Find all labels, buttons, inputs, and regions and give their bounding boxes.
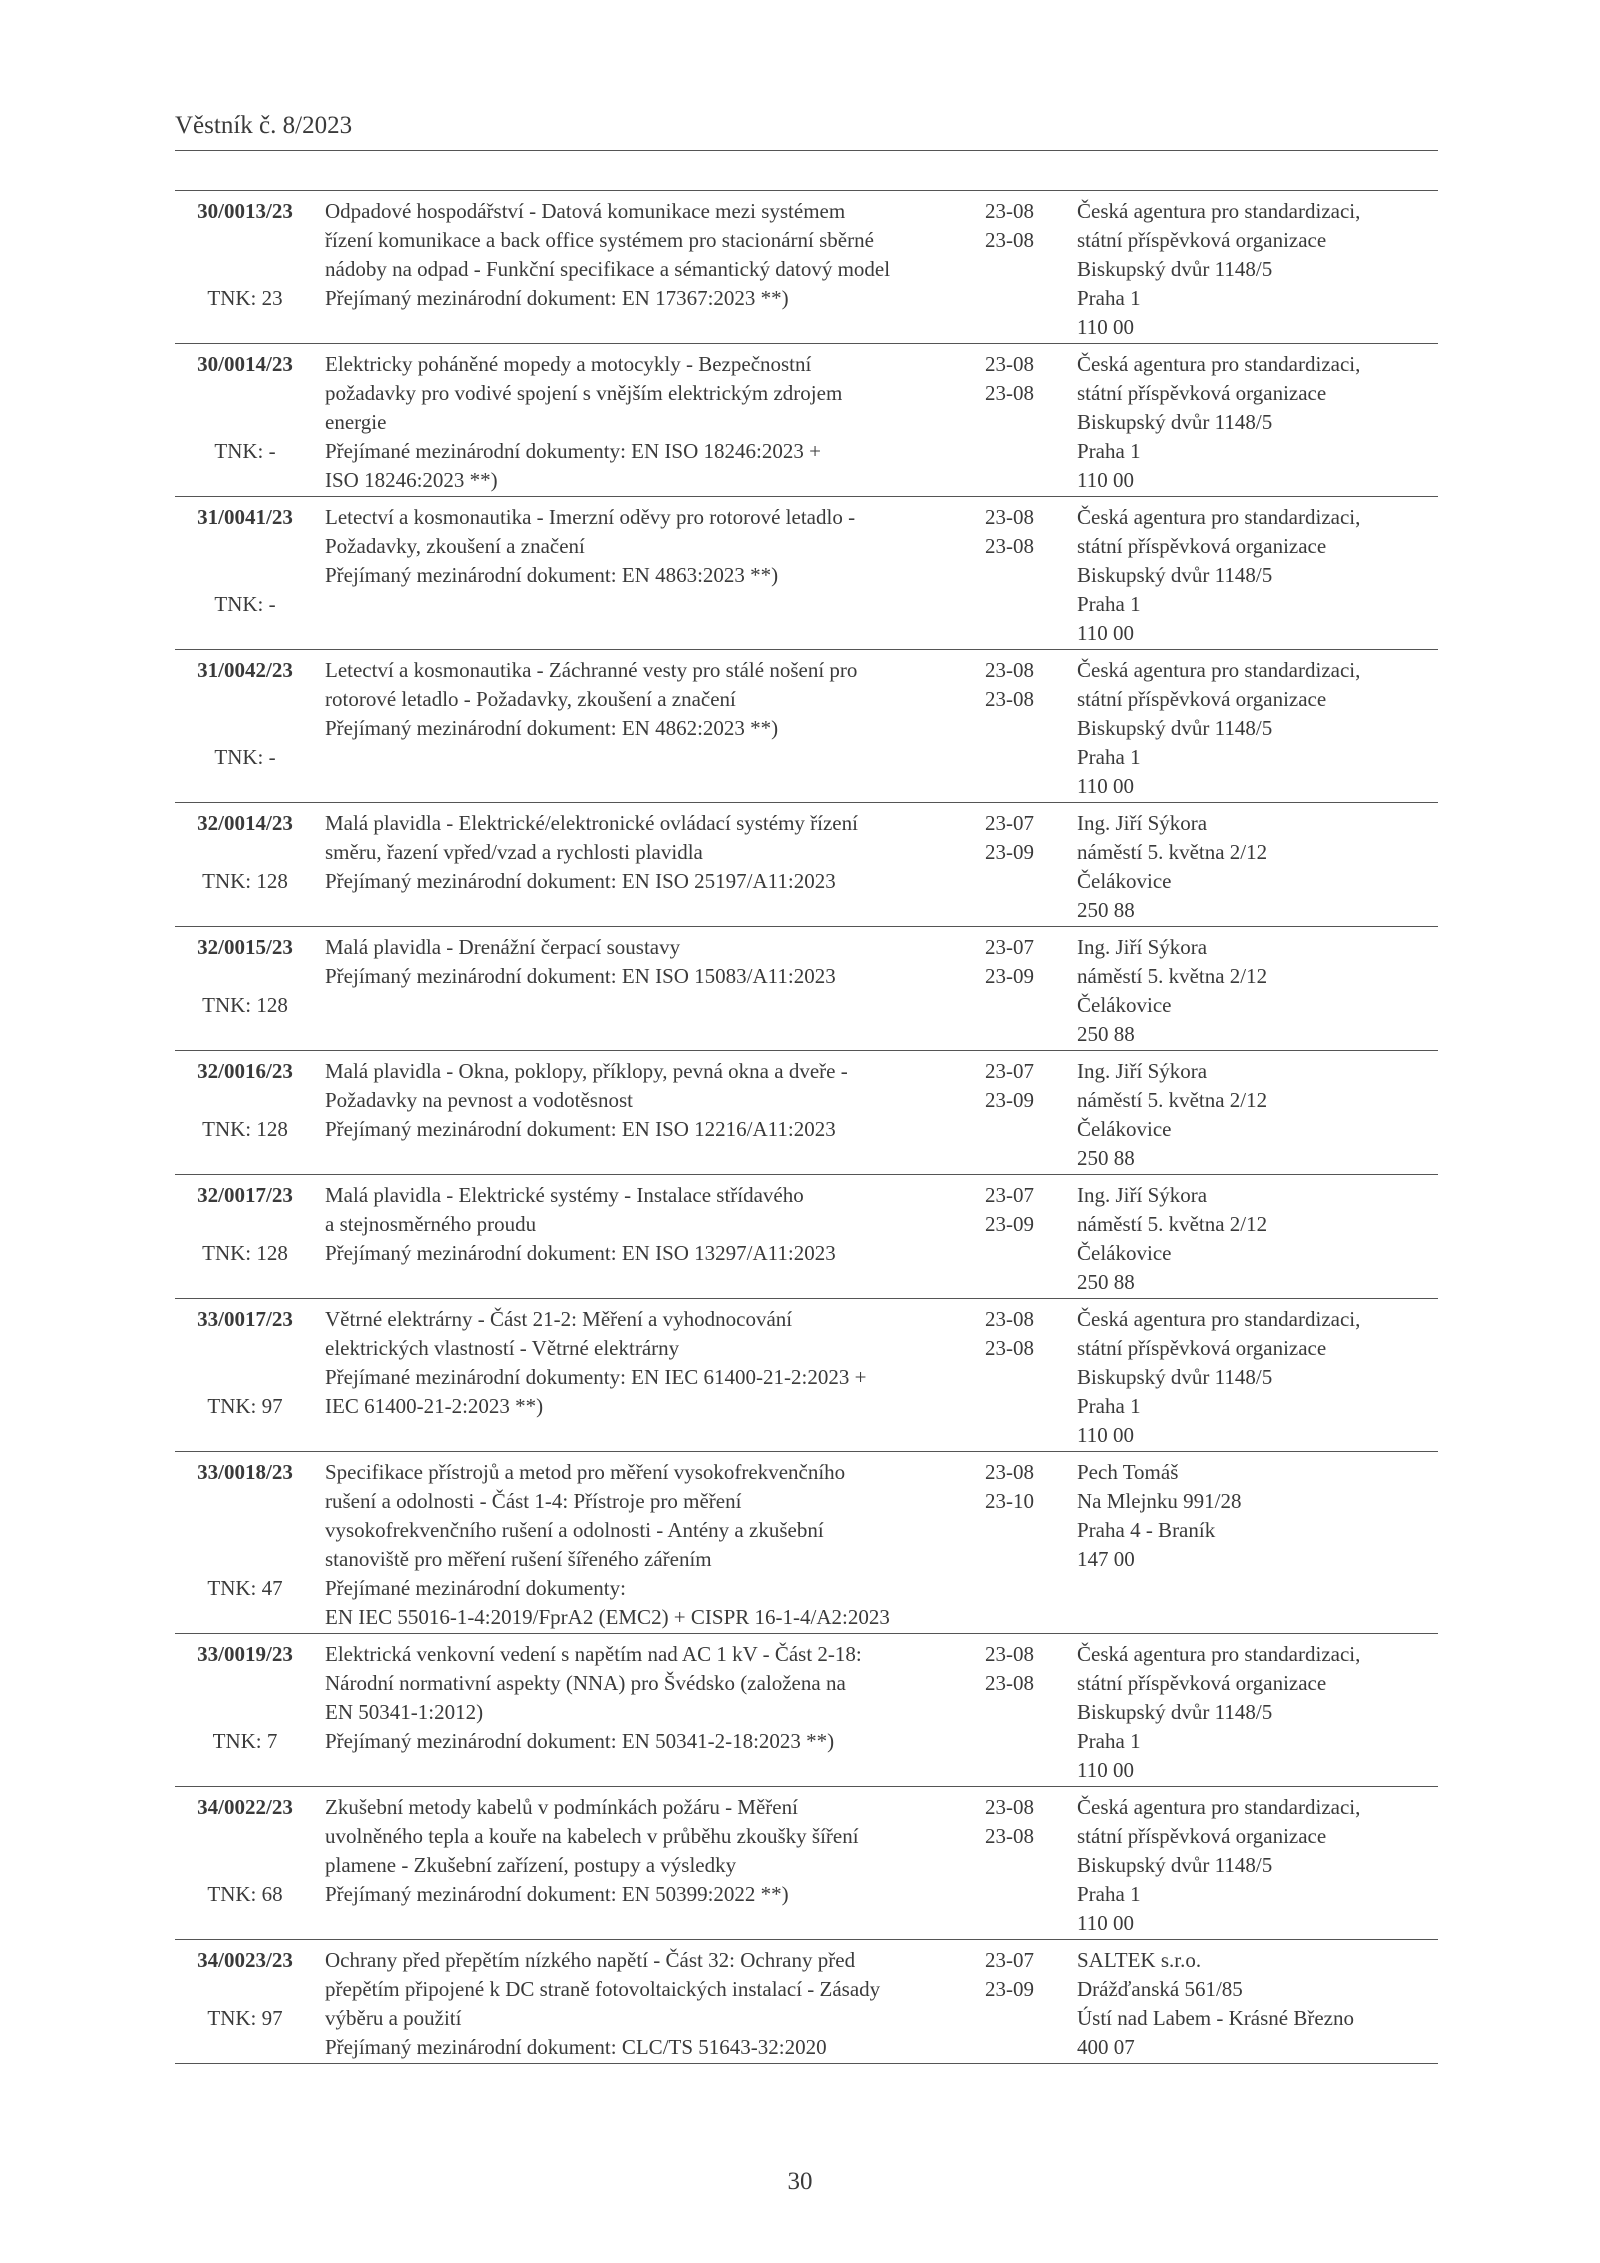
description-line: Malá plavidla - Drenážní čerpací soustavy — [325, 935, 681, 959]
dates-cell — [980, 809, 1072, 925]
address-line: Čelákovice — [1077, 993, 1172, 1017]
address-cell — [1072, 1946, 1438, 2062]
date-code: 23-09 — [985, 1212, 1034, 1236]
address-line: Praha 1 — [1077, 592, 1141, 616]
standard-number: 33/0019/23 — [197, 1642, 293, 1666]
description-line: Zkušební metody kabelů v podmínkách požáru - Měření — [325, 1795, 798, 1819]
date-code: 23-07 — [985, 935, 1034, 959]
description-line: Přejímaný mezinárodní dokument: CLC/TS 51643-32:2020 — [325, 2035, 827, 2059]
dates-cell — [980, 933, 1072, 1049]
address-line: Ing. Jiří Sýkora — [1077, 1183, 1208, 1207]
address-line: náměstí 5. května 2/12 — [1077, 964, 1268, 988]
date-code: 23-08 — [985, 381, 1034, 405]
standard-number: 32/0015/23 — [197, 935, 293, 959]
standard-number: 31/0042/23 — [197, 658, 293, 682]
address-cell — [1072, 1458, 1438, 1632]
tnk-number: TNK: 23 — [207, 286, 283, 310]
table-row — [175, 1634, 1438, 1787]
description-cell — [315, 1305, 980, 1450]
description-line: Přejímaný mezinárodní dokument: EN 50399:2022 **) — [325, 1882, 789, 1906]
address-line: Biskupský dvůr 1148/5 — [1077, 1853, 1273, 1877]
dates-cell — [980, 1181, 1072, 1297]
address-line: Drážďanská 561/85 — [1077, 1977, 1243, 2001]
address-line: Biskupský dvůr 1148/5 — [1077, 563, 1273, 587]
description-line: EN IEC 55016-1-4:2019/FprA2 (EMC2) + CISPR 16-1-4/A2:2023 — [325, 1605, 890, 1629]
address-line: Česká agentura pro standardizaci, — [1077, 352, 1361, 376]
id-cell — [175, 1458, 315, 1632]
page-number: 30 — [787, 2168, 813, 2195]
description-line: uvolněného tepla a kouře na kabelech v průběhu zkoušky šíření — [325, 1824, 859, 1848]
id-cell — [175, 1946, 315, 2062]
address-line: Biskupský dvůr 1148/5 — [1077, 1365, 1273, 1389]
address-cell — [1072, 503, 1438, 648]
address-line: Čelákovice — [1077, 1117, 1172, 1141]
description-line: Větrné elektrárny - Část 21-2: Měření a vyhodnocování — [325, 1307, 793, 1331]
date-code: 23-08 — [985, 228, 1034, 252]
id-cell — [175, 1181, 315, 1297]
description-line: požadavky pro vodivé spojení s vnějším elektrickým zdrojem — [325, 381, 843, 405]
description-line: rotorové letadlo - Požadavky, zkoušení a značení — [325, 687, 736, 711]
address-cell — [1072, 1057, 1438, 1173]
standard-number: 33/0018/23 — [197, 1460, 293, 1484]
description-line: Přejímaný mezinárodní dokument: EN 50341-2-18:2023 **) — [325, 1729, 835, 1753]
address-line: 110 00 — [1077, 1423, 1134, 1447]
address-line: Česká agentura pro standardizaci, — [1077, 658, 1361, 682]
address-line: 110 00 — [1077, 621, 1134, 645]
dates-cell — [980, 197, 1072, 342]
address-line: státní příspěvková organizace — [1077, 1824, 1327, 1848]
address-line: 110 00 — [1077, 1758, 1134, 1782]
table-row — [175, 650, 1438, 803]
address-line: Biskupský dvůr 1148/5 — [1077, 716, 1273, 740]
address-line: Biskupský dvůr 1148/5 — [1077, 257, 1273, 281]
description-cell — [315, 197, 980, 342]
description-line: Malá plavidla - Elektrické/elektronické ovládací systémy řízení — [325, 811, 858, 835]
address-line: státní příspěvková organizace — [1077, 534, 1327, 558]
date-code: 23-08 — [985, 1336, 1034, 1360]
date-code: 23-08 — [985, 534, 1034, 558]
id-cell — [175, 656, 315, 801]
date-code: 23-08 — [985, 1671, 1034, 1695]
table-row — [175, 1787, 1438, 1940]
id-cell — [175, 503, 315, 648]
address-cell — [1072, 933, 1438, 1049]
address-line: 110 00 — [1077, 315, 1134, 339]
id-cell — [175, 1793, 315, 1938]
description-line: rušení a odolnosti - Část 1-4: Přístroje pro měření — [325, 1489, 742, 1513]
description-line: IEC 61400-21-2:2023 **) — [325, 1394, 544, 1418]
date-code: 23-08 — [985, 687, 1034, 711]
description-line: Přejímaný mezinárodní dokument: EN 4862:2023 **) — [325, 716, 779, 740]
description-cell — [315, 1793, 980, 1938]
id-cell — [175, 1640, 315, 1785]
address-line: Ing. Jiří Sýkora — [1077, 935, 1208, 959]
date-code: 23-08 — [985, 1795, 1034, 1819]
dates-cell — [980, 1305, 1072, 1450]
address-line: Biskupský dvůr 1148/5 — [1077, 410, 1273, 434]
dates-cell — [980, 1458, 1072, 1632]
id-cell — [175, 809, 315, 925]
date-code: 23-08 — [985, 1460, 1034, 1484]
date-code: 23-07 — [985, 1059, 1034, 1083]
address-line: Biskupský dvůr 1148/5 — [1077, 1700, 1273, 1724]
date-code: 23-08 — [985, 199, 1034, 223]
date-code: 23-08 — [985, 1824, 1034, 1848]
standard-number: 31/0041/23 — [197, 505, 293, 529]
table-row — [175, 344, 1438, 497]
table-row — [175, 1175, 1438, 1299]
address-cell — [1072, 809, 1438, 925]
description-line: nádoby na odpad - Funkční specifikace a sémantický datový model — [325, 257, 891, 281]
dates-cell — [980, 1793, 1072, 1938]
table-row — [175, 1940, 1438, 2064]
date-code: 23-08 — [985, 1307, 1034, 1331]
id-cell — [175, 1057, 315, 1173]
id-cell — [175, 933, 315, 1049]
date-code: 23-10 — [985, 1489, 1034, 1513]
date-code: 23-07 — [985, 1183, 1034, 1207]
address-line: státní příspěvková organizace — [1077, 1671, 1327, 1695]
address-line: náměstí 5. května 2/12 — [1077, 1088, 1268, 1112]
description-line: plamene - Zkušební zařízení, postupy a výsledky — [325, 1853, 737, 1877]
description-line: Specifikace přístrojů a metod pro měření vysokofrekvenčního — [325, 1460, 846, 1484]
address-line: 147 00 — [1077, 1547, 1135, 1571]
description-line: stanoviště pro měření rušení šířeného zářením — [325, 1547, 712, 1571]
table-row — [175, 497, 1438, 650]
table-row — [175, 1299, 1438, 1452]
description-cell — [315, 1640, 980, 1785]
tnk-number: TNK: 128 — [202, 1117, 288, 1141]
standard-number: 30/0013/23 — [197, 199, 293, 223]
address-line: Česká agentura pro standardizaci, — [1077, 1307, 1361, 1331]
description-line: elektrických vlastností - Větrné elektrárny — [325, 1336, 680, 1360]
standard-number: 34/0023/23 — [197, 1948, 293, 1972]
tnk-number: TNK: 47 — [207, 1576, 283, 1600]
address-cell — [1072, 1640, 1438, 1785]
address-line: Česká agentura pro standardizaci, — [1077, 1642, 1361, 1666]
table-row — [175, 191, 1438, 344]
table-row — [175, 1051, 1438, 1175]
address-line: Praha 1 — [1077, 1394, 1141, 1418]
date-code: 23-07 — [985, 811, 1034, 835]
journal-title: Věstník č. 8/2023 — [175, 112, 353, 139]
date-code: 23-09 — [985, 1088, 1034, 1112]
description-line: Přejímané mezinárodní dokumenty: EN IEC 61400-21-2:2023 + — [325, 1365, 867, 1389]
address-line: Praha 1 — [1077, 1729, 1141, 1753]
address-line: Pech Tomáš — [1077, 1460, 1179, 1484]
dates-cell — [980, 1640, 1072, 1785]
address-cell — [1072, 656, 1438, 801]
tnk-number: TNK: 7 — [212, 1729, 278, 1753]
date-code: 23-08 — [985, 658, 1034, 682]
description-line: vysokofrekvenčního rušení a odolnosti - Antény a zkušební — [325, 1518, 824, 1542]
description-line: Přejímaný mezinárodní dokument: EN 17367:2023 **) — [325, 286, 789, 310]
id-cell — [175, 1305, 315, 1450]
description-line: Elektrická venkovní vedení s napětím nad AC 1 kV - Část 2-18: — [325, 1642, 862, 1666]
address-line: Česká agentura pro standardizaci, — [1077, 1795, 1361, 1819]
description-line: řízení komunikace a back office systémem pro stacionární sběrné — [325, 228, 874, 252]
date-code: 23-07 — [985, 1948, 1034, 1972]
standard-number: 32/0016/23 — [197, 1059, 293, 1083]
description-line: přepětím připojené k DC straně fotovoltaických instalací - Zásady — [325, 1977, 881, 2001]
address-line: 250 88 — [1077, 1270, 1135, 1294]
description-line: Přejímaný mezinárodní dokument: EN ISO 12216/A11:2023 — [325, 1117, 836, 1141]
tnk-number: TNK: 128 — [202, 1241, 288, 1265]
date-code: 23-09 — [985, 1977, 1034, 2001]
address-line: Praha 1 — [1077, 1882, 1141, 1906]
address-cell — [1072, 350, 1438, 495]
tnk-number: TNK: 97 — [207, 2006, 283, 2030]
tnk-number: TNK: 68 — [207, 1882, 283, 1906]
description-line: energie — [325, 410, 387, 434]
table-row — [175, 803, 1438, 927]
tnk-number: TNK: - — [214, 592, 276, 616]
description-line: Národní normativní aspekty (NNA) pro Švédsko (založena na — [325, 1671, 846, 1695]
description-line: a stejnosměrného proudu — [325, 1212, 537, 1236]
address-line: Praha 1 — [1077, 439, 1141, 463]
table-row — [175, 927, 1438, 1051]
description-line: ISO 18246:2023 **) — [325, 468, 498, 492]
description-line: Přejímaný mezinárodní dokument: EN ISO 25197/A11:2023 — [325, 869, 836, 893]
description-line: Přejímané mezinárodní dokumenty: — [325, 1576, 626, 1600]
description-cell — [315, 1946, 980, 2062]
address-line: Ústí nad Labem - Krásné Březno — [1077, 2006, 1354, 2030]
address-line: Česká agentura pro standardizaci, — [1077, 199, 1361, 223]
dates-cell — [980, 503, 1072, 648]
date-code: 23-09 — [985, 964, 1034, 988]
standard-number: 30/0014/23 — [197, 352, 293, 376]
address-line: 110 00 — [1077, 1911, 1134, 1935]
address-line: 250 88 — [1077, 1146, 1135, 1170]
address-line: 400 07 — [1077, 2035, 1135, 2059]
description-line: Přejímaný mezinárodní dokument: EN 4863:2023 **) — [325, 563, 779, 587]
id-cell — [175, 197, 315, 342]
tnk-number: TNK: 97 — [207, 1394, 283, 1418]
description-cell — [315, 1057, 980, 1173]
date-code: 23-08 — [985, 352, 1034, 376]
description-line: výběru a použití — [325, 2006, 462, 2030]
description-line: Letectví a kosmonautika - Imerzní oděvy pro rotorové letadlo - — [325, 505, 856, 529]
description-cell — [315, 933, 980, 1049]
description-line: Malá plavidla - Elektrické systémy - Instalace střídavého — [325, 1183, 804, 1207]
address-line: Praha 4 - Braník — [1077, 1518, 1216, 1542]
description-cell — [315, 809, 980, 925]
dates-cell — [980, 1057, 1072, 1173]
address-line: náměstí 5. května 2/12 — [1077, 1212, 1268, 1236]
address-line: 110 00 — [1077, 774, 1134, 798]
tnk-number: TNK: - — [214, 439, 276, 463]
date-code: 23-09 — [985, 840, 1034, 864]
address-line: Čelákovice — [1077, 869, 1172, 893]
description-line: Požadavky na pevnost a vodotěsnost — [325, 1088, 633, 1112]
address-line: Čelákovice — [1077, 1241, 1172, 1265]
description-line: směru, řazení vpřed/vzad a rychlosti plavidla — [325, 840, 703, 864]
address-cell — [1072, 197, 1438, 342]
address-line: státní příspěvková organizace — [1077, 228, 1327, 252]
tnk-number: TNK: - — [214, 745, 276, 769]
description-line: Přejímaný mezinárodní dokument: EN ISO 13297/A11:2023 — [325, 1241, 836, 1265]
address-line: náměstí 5. května 2/12 — [1077, 840, 1268, 864]
standards-table — [175, 190, 1438, 2064]
description-line: Letectví a kosmonautika - Záchranné vesty pro stálé nošení pro — [325, 658, 858, 682]
description-cell — [315, 1181, 980, 1297]
address-line: SALTEK s.r.o. — [1077, 1948, 1202, 1972]
address-cell — [1072, 1305, 1438, 1450]
description-cell — [315, 350, 980, 495]
address-cell — [1072, 1793, 1438, 1938]
dates-cell — [980, 350, 1072, 495]
address-line: Praha 1 — [1077, 286, 1141, 310]
address-line: státní příspěvková organizace — [1077, 1336, 1327, 1360]
tnk-number: TNK: 128 — [202, 993, 288, 1017]
id-cell — [175, 350, 315, 495]
standard-number: 32/0014/23 — [197, 811, 293, 835]
address-line: Ing. Jiří Sýkora — [1077, 811, 1208, 835]
address-line: Česká agentura pro standardizaci, — [1077, 505, 1361, 529]
description-cell — [315, 1458, 980, 1632]
address-line: 250 88 — [1077, 1022, 1135, 1046]
address-line: státní příspěvková organizace — [1077, 687, 1327, 711]
address-line: Ing. Jiří Sýkora — [1077, 1059, 1208, 1083]
description-line: Požadavky, zkoušení a značení — [325, 534, 585, 558]
address-line: 110 00 — [1077, 468, 1134, 492]
page-header — [175, 112, 1438, 151]
description-line: Přejímaný mezinárodní dokument: EN ISO 15083/A11:2023 — [325, 964, 836, 988]
dates-cell — [980, 656, 1072, 801]
address-line: 250 88 — [1077, 898, 1135, 922]
standard-number: 34/0022/23 — [197, 1795, 293, 1819]
description-line: Odpadové hospodářství - Datová komunikace mezi systémem — [325, 199, 846, 223]
date-code: 23-08 — [985, 505, 1034, 529]
description-line: EN 50341-1:2012) — [325, 1700, 484, 1724]
description-line: Ochrany před přepětím nízkého napětí - Část 32: Ochrany před — [325, 1948, 856, 1972]
tnk-number: TNK: 128 — [202, 869, 288, 893]
description-cell — [315, 503, 980, 648]
description-line: Elektricky poháněné mopedy a motocykly - Bezpečnostní — [325, 352, 812, 376]
description-line: Přejímané mezinárodní dokumenty: EN ISO 18246:2023 + — [325, 439, 821, 463]
address-line: státní příspěvková organizace — [1077, 381, 1327, 405]
address-line: Praha 1 — [1077, 745, 1141, 769]
standard-number: 32/0017/23 — [197, 1183, 293, 1207]
address-line: Na Mlejnku 991/28 — [1077, 1489, 1242, 1513]
dates-cell — [980, 1946, 1072, 2062]
table-row — [175, 1452, 1438, 1634]
standard-number: 33/0017/23 — [197, 1307, 293, 1331]
date-code: 23-08 — [985, 1642, 1034, 1666]
description-line: Malá plavidla - Okna, poklopy, příklopy, pevná okna a dveře - — [325, 1059, 848, 1083]
description-cell — [315, 656, 980, 801]
address-cell — [1072, 1181, 1438, 1297]
